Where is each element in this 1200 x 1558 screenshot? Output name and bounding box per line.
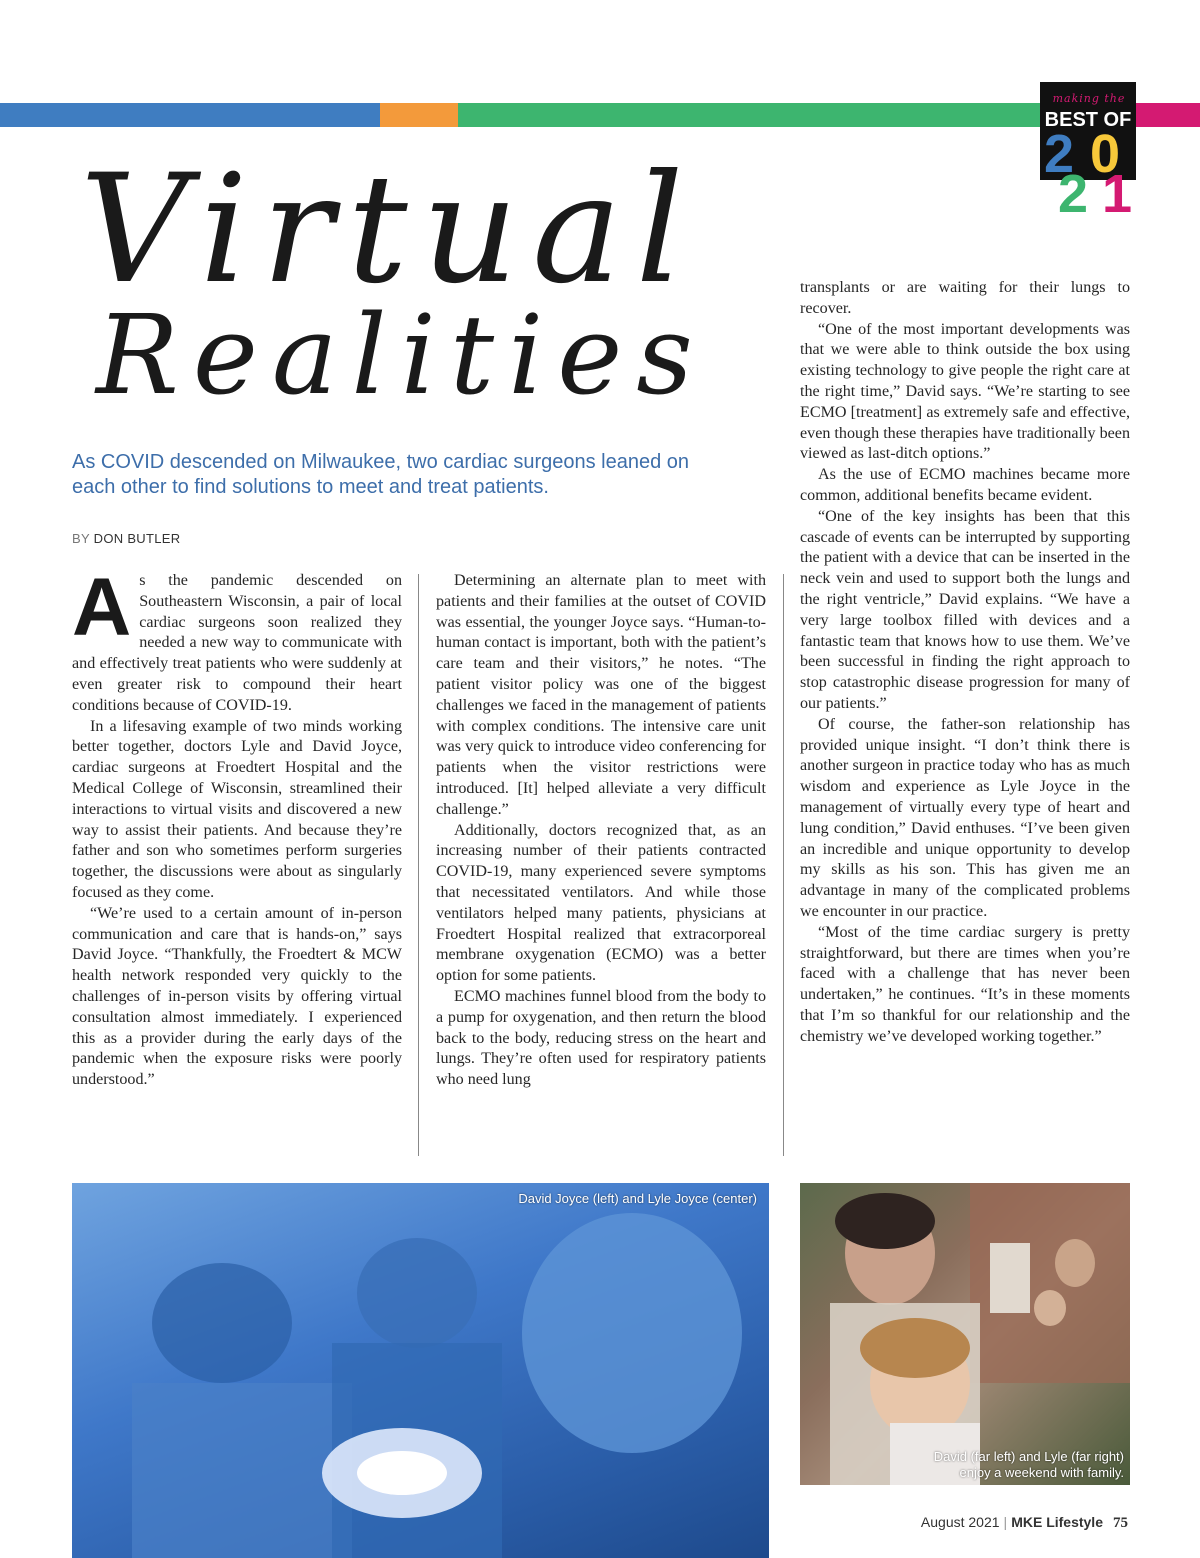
drop-cap: A bbox=[72, 562, 132, 653]
article-title-line1: Virtual bbox=[80, 143, 698, 317]
column-rule-2 bbox=[783, 574, 784, 1156]
page-folio bbox=[921, 1514, 1128, 1532]
paragraph: Determining an alternate plan to meet with patients and their families at the outset of COVID was essential, the younger Joyce says. “Human-to-human contact is important, both with the patient’s care team and their visitors,” he notes. “The patient visitor policy was one of the biggest challenges we faced in the management of patients with complex conditions. The intensive care unit was very quick to introduce video conferencing for patients when the visitor restrictions were introduced. [It] helped alleviate a very difficult challenge.” bbox=[436, 572, 766, 818]
paragraph: transplants or are waiting for their lungs to recover. bbox=[800, 279, 1130, 317]
family-photo-caption bbox=[824, 1449, 1124, 1481]
page-number: 75 bbox=[1113, 1515, 1128, 1531]
article-column-2 bbox=[436, 571, 766, 1091]
paragraph: “We’re used to a certain amount of in-person communication and care that is hands-on,” says David Joyce. “Thankfully, the Froedtert & MCW health network responded very quickly to the challenges of in-person visits by offering virtual consultation almost immediately. I experienced this as a provider during the early days of the pandemic when the exposure risks were poorly understood.” bbox=[72, 904, 402, 1089]
header-stripe-pink bbox=[1132, 103, 1200, 127]
header-stripe-blue bbox=[0, 103, 380, 127]
issue-date: August 2021 bbox=[920, 1514, 1000, 1530]
badge-digit-1: 2 bbox=[1044, 124, 1075, 184]
magazine-name: MKE Lifestyle bbox=[1011, 1514, 1103, 1530]
best-of-2021-badge bbox=[1040, 46, 1136, 224]
paragraph: ECMO machines funnel blood from the body to a pump for oxygenation, and then return the blood back to the body, reducing stress on the heart and lungs. They’re often used for respiratory patients who need lung bbox=[436, 987, 766, 1089]
surgery-photo bbox=[72, 1183, 769, 1558]
family-photo bbox=[800, 1183, 1130, 1485]
badge-script-text: making the bbox=[1052, 92, 1126, 105]
byline-author: DON BUTLER bbox=[93, 531, 181, 546]
article-dek: As COVID descended on Milwaukee, two cardiac surgeons leaned on each other to find solutions to meet and treat patients. bbox=[72, 451, 690, 498]
family-caption-line2: enjoy a weekend with family. bbox=[959, 1465, 1124, 1480]
paragraph: “One of the most important developments was that we were able to think outside the box using existing technology to give people the right care at the right time,” David says. “We’re starting to see ECMO [treatment] as extremely safe and effective, even though these therapies have traditionally been viewed as last-ditch options.” bbox=[800, 320, 1130, 463]
header-stripe-orange bbox=[380, 103, 458, 127]
badge-digit-3: 2 bbox=[1058, 164, 1089, 224]
header-stripe-green bbox=[458, 103, 1040, 127]
paragraph: As the use of ECMO machines became more common, additional benefits became evident. bbox=[800, 466, 1130, 504]
family-caption-line1: David (far left) and Lyle (far right) bbox=[933, 1449, 1124, 1464]
article-column-1 bbox=[72, 562, 402, 1091]
paragraph bbox=[72, 562, 402, 717]
paragraph: In a lifesaving example of two minds working better together, doctors Lyle and David Joyce, cardiac surgeons at Froedtert Hospital and the Medical College of Wisconsin, streamlined their interactions to virtual visits and discovered a new way to assist their patients. And because they’re father and son who sometimes perform surgeries together, the discussions were about as singularly focused as they come. bbox=[72, 717, 402, 901]
byline bbox=[72, 531, 180, 546]
column-rule-1 bbox=[418, 574, 419, 1156]
surgery-photo-illustration bbox=[72, 1183, 769, 1558]
surgery-photo-caption: David Joyce (left) and Lyle Joyce (center) bbox=[518, 1191, 757, 1206]
article-title-line2: Realities bbox=[96, 291, 707, 419]
paragraph: “One of the key insights has been that this cascade of events can be interrupted by supporting the patient with a device that can be inserted in the neck vein and used to support both the lungs and the right ventricle,” David explains. “We have a very large toolbox filled with devices and a fantastic team that knows how to use them. We’ve been successful in finding the right approach to stop catastrophic disease progression for many of our patients.” bbox=[800, 507, 1130, 712]
paragraph: Of course, the father-son relationship has provided unique insight. “I don’t think there is another surgeon in practice today who has as much wisdom and experience as Lyle Joyce in the management of virtually every type of heart and lung condition,” David enthuses. “I’ve been given an incredible and unique opportunity to develop my skills as his son. This has given me an advantage in many of the complicated problems we encounter in our practice. bbox=[800, 715, 1130, 920]
paragraph-text: s the pandemic descended on Southeastern Wisconsin, a pair of local cardiac surgeons soon realized they needed a new way to communicate with and effectively treat patients who were suddenly at even greater risk to compound their heart conditions because of COVID-19. bbox=[72, 572, 402, 714]
article-column-3 bbox=[800, 278, 1130, 1047]
paragraph: Additionally, doctors recognized that, as an increasing number of their patients contracted COVID-19, many experienced severe symptoms that necessitated ventilators. And while those ventilators helped many patients, physicians at Froedtert Hospital realized that extracorporeal membrane oxygenation (ECMO) was a better option for some patients. bbox=[436, 821, 766, 985]
badge-digit-2: 0 bbox=[1090, 124, 1121, 184]
badge-best-of: BEST OF bbox=[1044, 109, 1132, 131]
badge-digit-4: 1 bbox=[1102, 164, 1133, 224]
paragraph: “Most of the time cardiac surgery is pretty straightforward, but there are times when you’re faced with a challenge that has never been undertaken,” he continues. “It’s in these moments that I’m so thankful for our relationship and the chemistry we’ve developed working together.” bbox=[800, 923, 1130, 1045]
badge-year bbox=[1040, 124, 1136, 226]
byline-prefix: BY bbox=[72, 531, 90, 546]
folio-divider: | bbox=[1003, 1514, 1008, 1530]
family-photo-illustration bbox=[800, 1183, 1130, 1485]
